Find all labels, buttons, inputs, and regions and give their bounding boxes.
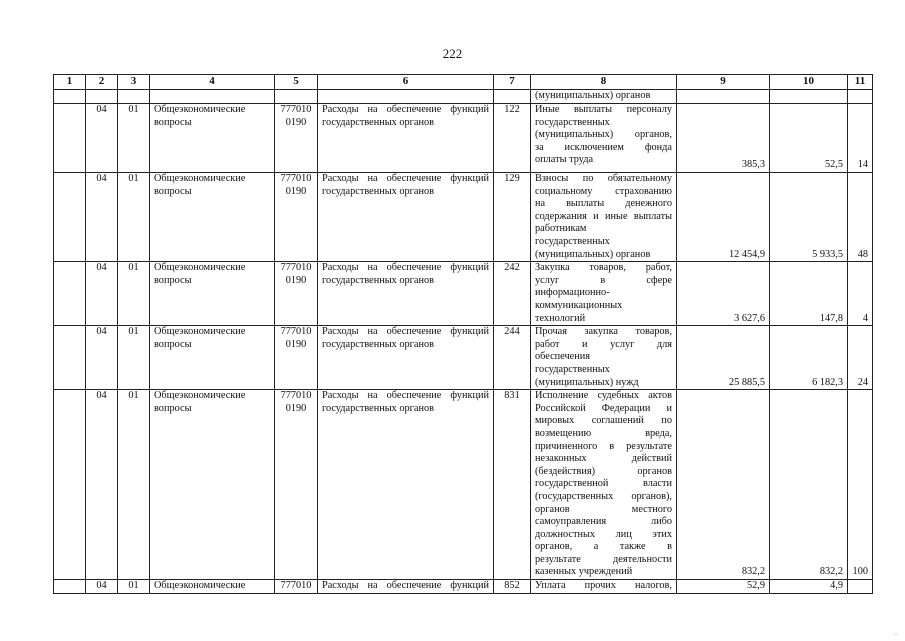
expense-type-line: работникам bbox=[535, 223, 587, 235]
row-spacer-cell bbox=[54, 390, 86, 580]
expense-type-line: государственных bbox=[535, 363, 610, 375]
subsection-code-cell: 01 bbox=[118, 262, 150, 326]
target-article-name-cell: Расходы на обеспечение функций государственных органов bbox=[318, 390, 494, 580]
section-name-cell: Общеэкономические вопросы bbox=[150, 390, 275, 580]
target-article-cell bbox=[275, 326, 318, 390]
expense-type-line: государственной власти bbox=[535, 478, 672, 490]
plan-amount-cell: 3 627,6 bbox=[677, 262, 770, 326]
header-cell: 9 bbox=[677, 75, 770, 90]
actual-amount-cell: 52,5 bbox=[770, 104, 848, 173]
section-name-cell: Общеэкономические вопросы bbox=[150, 104, 275, 173]
scan-mark: ˙˙ bbox=[893, 632, 899, 641]
actual-amount-cell: 5 933,5 bbox=[770, 173, 848, 262]
target-article-name-cell: Расходы на обеспечение функций bbox=[318, 580, 494, 594]
row-spacer-cell bbox=[54, 580, 86, 594]
target-article-name-cell: Расходы на обеспечение функций государственных органов bbox=[318, 104, 494, 173]
actual-amount-cell: 147,8 bbox=[770, 262, 848, 326]
target-article-name-cell: Расходы на обеспечение функций государственных органов bbox=[318, 326, 494, 390]
percent-cell: 14 bbox=[848, 104, 873, 173]
row-spacer-cell bbox=[54, 173, 86, 262]
subsection-code-cell: 01 bbox=[118, 326, 150, 390]
header-cell: 8 bbox=[531, 75, 677, 90]
target-article-cell bbox=[275, 262, 318, 326]
row-spacer-cell bbox=[54, 262, 86, 326]
expense-type-line: Российской Федерации и bbox=[535, 402, 672, 414]
header-cell: 2 bbox=[86, 75, 118, 90]
expense-type-line: государственных bbox=[535, 116, 610, 128]
expense-type-line: оплаты труда bbox=[535, 154, 594, 166]
expense-type-line: (муниципальных) органов, bbox=[535, 129, 672, 141]
expense-type-line: услуг в сфере bbox=[535, 274, 672, 286]
expense-type-line: Взносы по обязательному bbox=[535, 173, 672, 184]
expense-type-line: казенных учреждений bbox=[535, 566, 633, 578]
expense-type-line: Исполнение судебных актов bbox=[535, 390, 672, 402]
section-code-cell: 04 bbox=[86, 580, 118, 594]
section-name-cell: Общеэкономические вопросы bbox=[150, 262, 275, 326]
target-article-name-cell: Расходы на обеспечение функций государственных органов bbox=[318, 262, 494, 326]
expense-type-line: незаконных действий bbox=[535, 453, 672, 465]
percent-cell bbox=[848, 580, 873, 594]
expense-type-cell bbox=[531, 173, 677, 262]
header-cell: 7 bbox=[494, 75, 531, 90]
row-spacer-cell bbox=[54, 104, 86, 173]
expense-type-line: за исключением фонда bbox=[535, 141, 672, 153]
expense-type-line: Прочая закупка товаров, bbox=[535, 326, 672, 338]
target-article-code-part1: 777010 bbox=[280, 173, 312, 184]
expense-type-cell bbox=[531, 104, 677, 173]
expense-type-line: Закупка товаров, работ, bbox=[535, 262, 672, 274]
expense-type-cell bbox=[531, 390, 677, 580]
percent-cell: 48 bbox=[848, 173, 873, 262]
actual-amount-cell: 6 182,3 bbox=[770, 326, 848, 390]
plan-amount-cell: 12 454,9 bbox=[677, 173, 770, 262]
expense-type-line: социальному страхованию bbox=[535, 185, 672, 197]
table-row bbox=[54, 580, 873, 594]
section-name-cell: Общеэкономические bbox=[150, 580, 275, 594]
expense-type-line: (бездействия) органов bbox=[535, 465, 672, 477]
expense-type-line: (муниципальных) органов bbox=[535, 248, 651, 260]
expense-type-code-cell: 244 bbox=[494, 326, 531, 390]
header-cell: 6 bbox=[318, 75, 494, 90]
target-article-code-part2: 0190 bbox=[285, 185, 307, 197]
page-number: 222 bbox=[442, 46, 463, 61]
budget-table bbox=[53, 74, 873, 594]
expense-type-line: возмещению вреда, bbox=[535, 427, 672, 439]
section-code-cell: 04 bbox=[86, 390, 118, 580]
expense-type-code-cell: 122 bbox=[494, 104, 531, 173]
expense-type-cell: (муниципальных) органов bbox=[531, 90, 677, 104]
actual-amount-cell: 832,2 bbox=[770, 390, 848, 580]
expense-type-line: самоуправления либо bbox=[535, 516, 672, 528]
plan-amount-cell: 385,3 bbox=[677, 104, 770, 173]
expense-type-code-cell: 242 bbox=[494, 262, 531, 326]
expense-type-line: (муниципальных) нужд bbox=[535, 376, 639, 388]
target-article-code-part2: 0190 bbox=[285, 402, 307, 414]
plan-amount-cell: 52,9 bbox=[677, 580, 770, 594]
expense-type-cell bbox=[531, 326, 677, 390]
target-article-code-part1: 777010 bbox=[280, 390, 312, 402]
expense-type-line: мировых соглашений по bbox=[535, 415, 672, 427]
section-code-cell: 04 bbox=[86, 173, 118, 262]
continuation-row bbox=[54, 90, 873, 104]
expense-type-line: результате деятельности bbox=[535, 553, 672, 565]
section-name-cell: Общеэкономические вопросы bbox=[150, 173, 275, 262]
expense-type-line: органов, а также в bbox=[535, 541, 672, 553]
header-cell: 4 bbox=[150, 75, 275, 90]
subsection-code-cell: 01 bbox=[118, 390, 150, 580]
table-row bbox=[54, 326, 873, 390]
expense-type-line: (государственных органов), bbox=[535, 490, 672, 502]
header-cell: 3 bbox=[118, 75, 150, 90]
expense-type-code-cell: 852 bbox=[494, 580, 531, 594]
target-article-cell bbox=[275, 104, 318, 173]
expense-type-line: информационно- bbox=[535, 287, 610, 299]
target-article-cell: 777010 bbox=[275, 580, 318, 594]
target-article-cell bbox=[275, 173, 318, 262]
expense-type-code-cell: 831 bbox=[494, 390, 531, 580]
expense-type-line: органов местного bbox=[535, 503, 672, 515]
expense-type-cell bbox=[531, 262, 677, 326]
target-article-code-part2: 0190 bbox=[285, 338, 307, 350]
section-code-cell: 04 bbox=[86, 262, 118, 326]
header-cell: 10 bbox=[770, 75, 848, 90]
percent-cell: 100 bbox=[848, 390, 873, 580]
header-cell: 1 bbox=[54, 75, 86, 90]
expense-type-line: государственных bbox=[535, 235, 610, 247]
target-article-code-part2: 0190 bbox=[285, 116, 307, 128]
expense-type-line: обеспечения bbox=[535, 351, 590, 363]
section-code-cell: 04 bbox=[86, 104, 118, 173]
target-article-cell bbox=[275, 390, 318, 580]
plan-amount-cell: 832,2 bbox=[677, 390, 770, 580]
target-article-code-part1: 777010 bbox=[280, 326, 312, 338]
expense-type-line: содержания и иные выплаты bbox=[535, 210, 672, 222]
percent-cell: 24 bbox=[848, 326, 873, 390]
expense-type-code-cell: 129 bbox=[494, 173, 531, 262]
target-article-code-part1: 777010 bbox=[280, 262, 312, 274]
expense-type-line: технологий bbox=[535, 312, 586, 324]
expense-type-line: причиненного в результате bbox=[535, 440, 672, 452]
subsection-code-cell: 01 bbox=[118, 173, 150, 262]
actual-amount-cell: 4,9 bbox=[770, 580, 848, 594]
percent-cell: 4 bbox=[848, 262, 873, 326]
target-article-code-part1: 777010 bbox=[280, 104, 312, 115]
section-code-cell: 04 bbox=[86, 326, 118, 390]
target-article-code-part2: 0190 bbox=[285, 274, 307, 286]
table-row bbox=[54, 173, 873, 262]
expense-type-line: коммуникационных bbox=[535, 299, 623, 311]
subsection-code-cell: 01 bbox=[118, 104, 150, 173]
table-row bbox=[54, 390, 873, 580]
section-name-cell: Общеэкономические вопросы bbox=[150, 326, 275, 390]
target-article-name-cell: Расходы на обеспечение функций государственных органов bbox=[318, 173, 494, 262]
header-cell: 5 bbox=[275, 75, 318, 90]
expense-type-line: должностных лиц этих bbox=[535, 528, 672, 540]
header-cell: 11 bbox=[848, 75, 873, 90]
plan-amount-cell: 25 885,5 bbox=[677, 326, 770, 390]
expense-type-cell: Уплата прочих налогов, bbox=[531, 580, 677, 594]
table-row bbox=[54, 262, 873, 326]
row-spacer-cell bbox=[54, 326, 86, 390]
table-row bbox=[54, 104, 873, 173]
expense-type-line: Иные выплаты персоналу bbox=[535, 104, 672, 115]
expense-type-line: на выплаты денежного bbox=[535, 198, 672, 210]
subsection-code-cell: 01 bbox=[118, 580, 150, 594]
header-row bbox=[54, 75, 873, 90]
expense-type-line: работ и услуг для bbox=[535, 338, 672, 350]
